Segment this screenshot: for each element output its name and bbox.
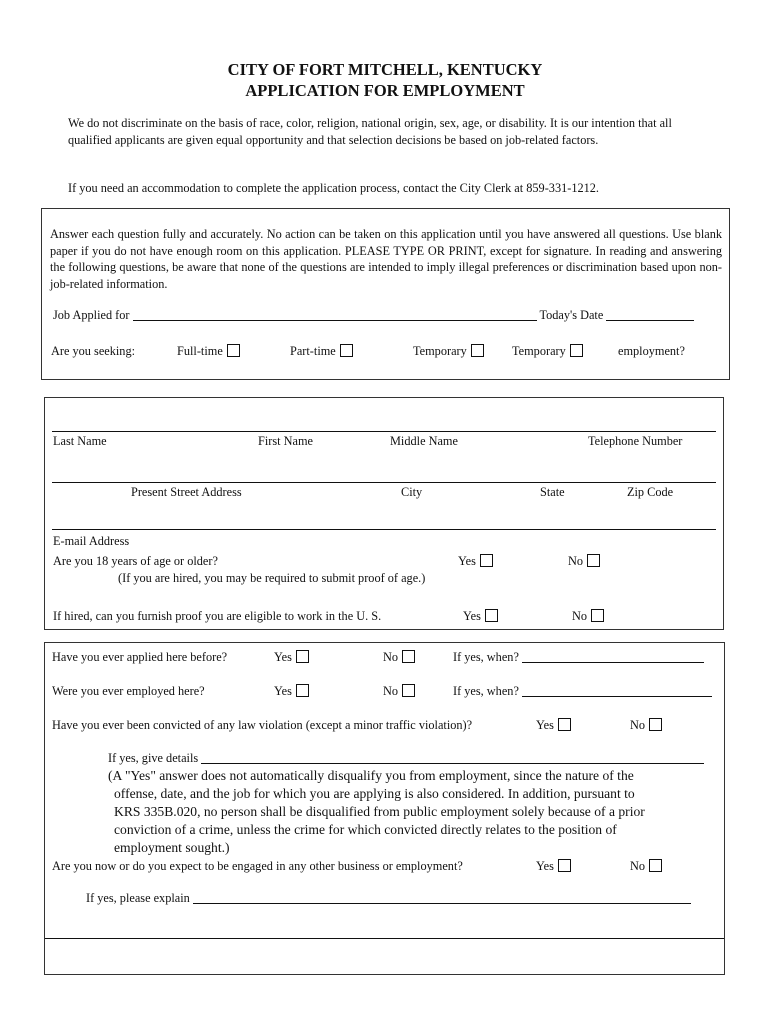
age-no-label: No [568,554,584,568]
applied-when-label: If yes, when? [453,650,519,664]
name-line[interactable] [52,431,716,432]
convicted-yes-checkbox[interactable] [558,718,571,731]
work-no-checkbox[interactable] [591,609,604,622]
job-applied-label: Job Applied for [53,308,130,322]
disclaimer-line-3: KRS 335B.020, no person shall be disqualified from public employment solely because of a prior [114,804,645,819]
employed-when-field[interactable] [522,684,712,697]
accommodation-statement: If you need an accommodation to complete the application process, contact the City Clerk at 859-331-1212. [68,181,599,195]
seeking-label: Are you seeking: [51,344,136,358]
business-yes-label: Yes [536,859,554,873]
job-applied-field[interactable] [133,308,537,321]
disclaimer-line-4: conviction of a crime, unless the crime for which convicted directly relates to the position of [114,822,617,837]
work-eligibility-question: If hired, can you furnish proof you are eligible to work in the U. S. [53,609,382,623]
employed-no-label: No [383,684,399,698]
convicted-yes-label: Yes [536,718,554,732]
applied-yes-option [274,650,309,665]
personal-info-section [44,397,724,630]
middle-name-label: Middle Name [390,434,458,448]
applied-when-row [453,650,704,665]
first-name-label: First Name [258,434,313,448]
other-business-question: Are you now or do you expect to be engaged in any other business or employment? [52,859,463,873]
work-no-label: No [572,609,588,623]
email-label: E-mail Address [53,534,130,548]
convicted-yes-option [536,718,571,733]
page-title: CITY OF FORT MITCHELL, KENTUCKY [227,60,543,79]
nondiscrimination-statement: We do not discriminate on the basis of race, color, religion, national origin, sex, age, or disability. It is our intention that all qualified applicants are given equal opportunity and that selection decisions be based on job-related factors. [68,116,672,147]
fulltime-label: Full-time [177,344,223,358]
explain-row [86,891,691,906]
temporary1-checkbox[interactable] [471,344,484,357]
last-name-label: Last Name [53,434,107,448]
todays-date-label: Today's Date [539,308,604,322]
employed-yes-checkbox[interactable] [296,684,309,697]
zip-label: Zip Code [627,485,674,499]
employed-yes-option [274,684,309,699]
age-question: Are you 18 years of age or older? [53,554,218,568]
city-label: City [401,485,423,499]
explain-field[interactable] [193,891,691,904]
instructions-section [41,208,730,380]
business-yes-checkbox[interactable] [558,859,571,872]
employed-yes-label: Yes [274,684,292,698]
page-subtitle: APPLICATION FOR EMPLOYMENT [245,81,525,100]
parttime-checkbox[interactable] [340,344,353,357]
work-yes-checkbox[interactable] [485,609,498,622]
employed-here-question: Were you ever employed here? [52,684,205,698]
address-line[interactable] [52,482,716,483]
age-no-option [568,554,600,569]
work-yes-label: Yes [463,609,481,623]
employed-no-checkbox[interactable] [402,684,415,697]
work-no-option [572,609,604,624]
disclaimer-line-5: employment sought.) [114,840,230,855]
details-field[interactable] [201,751,704,764]
parttime-option [290,344,353,359]
todays-date-field[interactable] [606,308,694,321]
business-no-checkbox[interactable] [649,859,662,872]
applied-when-field[interactable] [522,650,704,663]
age-note: (If you are hired, you may be required to submit proof of age.) [118,571,426,585]
state-label: State [540,485,565,499]
convicted-question: Have you ever been convicted of any law violation (except a minor traffic violation)? [52,718,473,732]
convicted-no-checkbox[interactable] [649,718,662,731]
employed-when-label: If yes, when? [453,684,519,698]
employed-no-option [383,684,415,699]
street-label: Present Street Address [131,485,242,499]
temporary1-label: Temporary [413,344,467,358]
applied-no-checkbox[interactable] [402,650,415,663]
employed-when-row [453,684,712,699]
job-applied-row [53,308,694,323]
disclaimer-line-2: offense, date, and the job for which you are applying is also considered. In addition, pursuant to [114,786,635,801]
age-yes-checkbox[interactable] [480,554,493,567]
disclaimer-line-1: (A "Yes" answer does not automatically disqualify you from employment, since the nature of the [108,768,634,783]
temporary2-label: Temporary [512,344,566,358]
explain-label: If yes, please explain [86,891,190,905]
business-no-label: No [630,859,646,873]
business-no-option [630,859,662,874]
section-divider [45,938,724,939]
fulltime-checkbox[interactable] [227,344,240,357]
applied-yes-checkbox[interactable] [296,650,309,663]
applied-no-label: No [383,650,399,664]
details-row [108,751,704,766]
business-yes-option [536,859,571,874]
email-line[interactable] [52,529,716,530]
applied-yes-label: Yes [274,650,292,664]
convicted-no-label: No [630,718,646,732]
work-yes-option [463,609,498,624]
temporary2-checkbox[interactable] [570,344,583,357]
instructions-text: Answer each question fully and accurately. No action can be taken on this application until you have answered all questions. Use blank paper if you do not have enough room on this application. PLEASE TYPE OR PRINT, except for signature. In reading and answering the following questions, be aware that none of the questions are intended to imply illegal preferences or discrimination based upon non-job-related information. [50,227,722,291]
temporary1-option [413,344,484,359]
age-yes-option [458,554,493,569]
applied-before-question: Have you ever applied here before? [52,650,228,664]
fulltime-option [177,344,240,359]
convicted-no-option [630,718,662,733]
applied-no-option [383,650,415,665]
history-section [44,642,725,975]
parttime-label: Part-time [290,344,336,358]
employment-label: employment? [618,344,685,358]
temporary2-option [512,344,583,359]
age-no-checkbox[interactable] [587,554,600,567]
details-label: If yes, give details [108,751,199,765]
age-yes-label: Yes [458,554,476,568]
telephone-label: Telephone Number [588,434,683,448]
